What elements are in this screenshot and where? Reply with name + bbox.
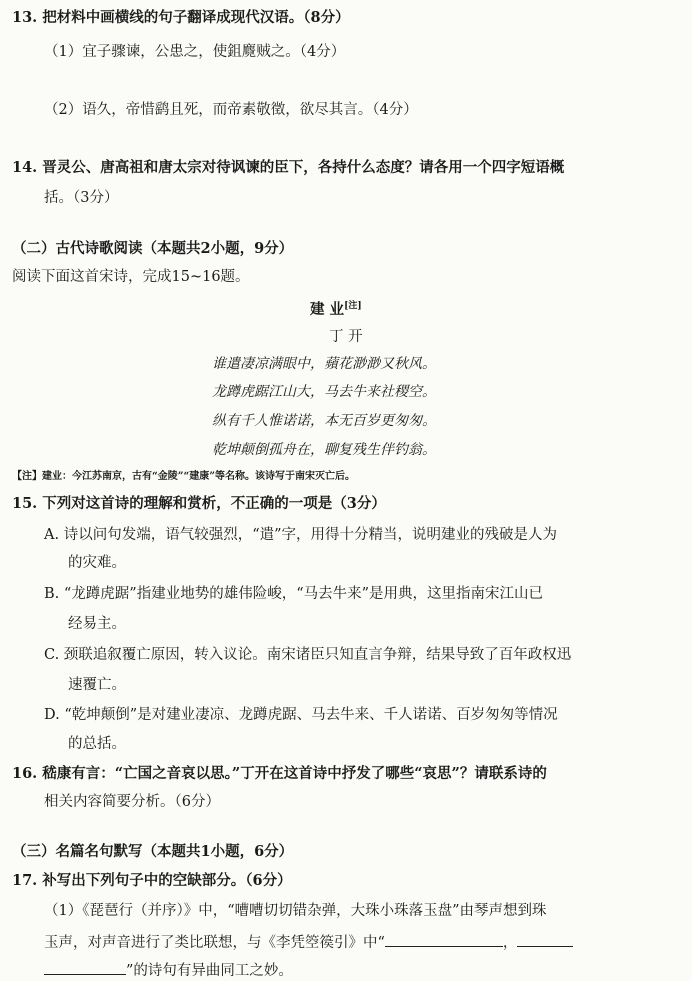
q13-sub2: （2）语久，帝惜鹞且死，而帝素敬徵，欲尽其言。（4分） xyxy=(44,102,418,118)
q15-option-c: C. 颈联追叙覆亡原因，转入议论。南宋诸臣只知直言争辩，结果导致了百年政权迅 xyxy=(44,647,572,663)
poem-title-text: 建 业 xyxy=(310,300,345,318)
poem-author: 丁 开 xyxy=(329,329,363,345)
answer-blank-2[interactable] xyxy=(517,934,573,947)
q16-line2: 相关内容简要分析。（6分） xyxy=(44,794,220,810)
section2-heading: （二）古代诗歌阅读（本题共2小题，9分） xyxy=(12,240,294,257)
poem-note: 【注】建业：今江苏南京，古有“金陵”“建康”等名称。该诗写于南宋灭亡后。 xyxy=(12,471,356,482)
q15-stem: 15. 下列对这首诗的理解和赏析，不正确的一项是（3分） xyxy=(12,495,386,512)
poem-line: 龙蹲虎踞江山大，马去牛来社稷空。 xyxy=(212,384,436,400)
answer-blank-1[interactable] xyxy=(385,934,503,947)
poem-title xyxy=(310,302,362,317)
poem-line: 乾坤颠倒孤舟在，聊复残生伴钓翁。 xyxy=(212,442,436,458)
poem-title-note-mark: [注] xyxy=(344,301,362,311)
q16-line1: 16. 嵇康有言：“亡国之音哀以思。”丁开在这首诗中抒发了哪些“哀思”？请联系诗的 xyxy=(12,765,547,782)
q15-option-b-cont: 经易主。 xyxy=(68,616,126,632)
q15-option-d-cont: 的总括。 xyxy=(68,736,126,752)
q15-option-d: D. “乾坤颠倒”是对建业凄凉、龙蹲虎踞、马去牛来、千人诺诺、百岁匆匆等情况 xyxy=(44,707,558,723)
q15-option-a: A. 诗以问句发端，语气较强烈，“遣”字，用得十分精当，说明建业的残破是人为 xyxy=(44,527,558,543)
q17-line3-text: ”的诗句有异曲同工之妙。 xyxy=(126,963,293,979)
q13-stem: 13. 把材料中画横线的句子翻译成现代汉语。（8分） xyxy=(12,9,350,26)
q14-line2: 括。（3分） xyxy=(44,190,119,206)
q15-option-a-cont: 的灾难。 xyxy=(68,555,126,571)
q15-option-c-cont: 速覆亡。 xyxy=(68,677,126,693)
poem-line: 纵有千人惟诺诺，本无百岁更匆匆。 xyxy=(212,413,436,429)
answer-blank-2-cont[interactable] xyxy=(44,962,126,975)
poem-line: 谁遣凄凉满眼中，蘋花渺渺又秋风。 xyxy=(212,356,436,372)
q15-option-b: B. “龙蹲虎踞”指建业地势的雄伟险峻，“马去牛来”是用典，这里指南宋江山已 xyxy=(44,586,544,602)
section2-intro: 阅读下面这首宋诗，完成15~16题。 xyxy=(12,269,250,285)
q17-line2-text: 玉声，对声音进行了类比联想，与《李凭箜篌引》中“ xyxy=(44,935,385,951)
section3-heading: （三）名篇名句默写（本题共1小题，6分） xyxy=(12,843,294,860)
q14-line1: 14. 晋灵公、唐高祖和唐太宗对待讽谏的臣下，各持什么态度？请各用一个四字短语概 xyxy=(12,159,565,176)
q13-sub1: （1）宜子骤谏，公患之，使鉏麑贼之。（4分） xyxy=(44,44,346,60)
q17-stem: 17. 补写出下列句子中的空缺部分。（6分） xyxy=(12,872,292,889)
q17-line3 xyxy=(44,962,293,979)
q17-comma: ， xyxy=(502,935,518,951)
q17-line2 xyxy=(44,934,573,951)
q17-line1: （1）《琵琶行（并序）》中，“嘈嘈切切错杂弹，大珠小珠落玉盘”由琴声想到珠 xyxy=(44,903,547,919)
